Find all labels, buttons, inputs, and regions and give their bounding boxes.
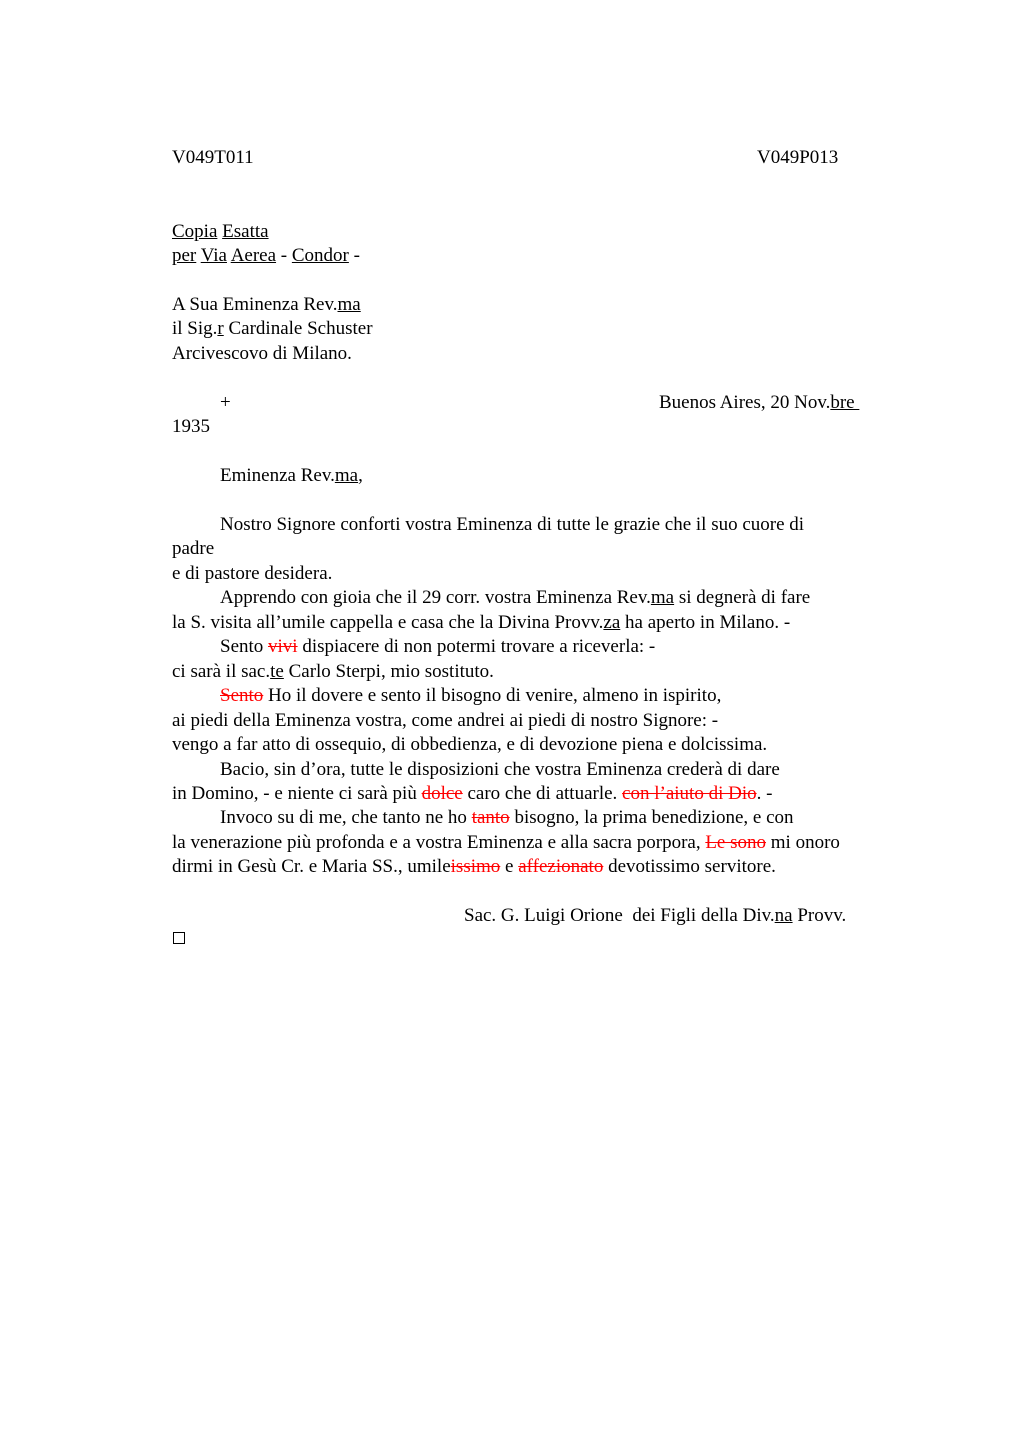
document-code-right: V049P013 [757, 147, 839, 168]
deleted-word: affezionato [518, 856, 604, 877]
deleted-phrase: con l’aiuto di Dio [622, 783, 757, 804]
deleted-word: vivi [268, 636, 298, 657]
body-line: ci sarà il sac.te Carlo Sterpi, mio sostituto. [172, 661, 494, 682]
copy-word: Copia [172, 221, 218, 242]
body-line: la S. visita all’umile cappella e casa che la Divina Provv.za ha aperto in Milano. - [172, 612, 791, 633]
addressee-line-3: Arcivescovo di Milano. [172, 343, 352, 364]
body-line: la venerazione più profonda e a vostra Eminenza e alla sacra porpora, Le sono mi onoro [172, 832, 840, 853]
body-line: dirmi in Gesù Cr. e Maria SS., umileissimo e affezionato devotissimo servitore. [172, 856, 776, 877]
deleted-suffix: issimo [450, 856, 501, 877]
body-line: vengo a far atto di ossequio, di obbedienza, e di devozione piena e dolcissima. [172, 734, 768, 755]
copy-note-line-1 [172, 220, 269, 244]
dateline-place-date: Buenos Aires, 20 Nov.bre [659, 392, 860, 413]
aerea-word: Aerea [230, 245, 277, 266]
deleted-word: tanto [471, 807, 510, 828]
body-line: Apprendo con gioia che il 29 corr. vostra Eminenza Rev.ma si degnerà di fare [220, 587, 811, 608]
body-line: Bacio, sin d’ora, tutte le disposizioni che vostra Eminenza crederà di dare [220, 759, 780, 780]
addressee-line-1: A Sua Eminenza Rev.ma [172, 294, 361, 315]
body-line: in Domino, - e niente ci sarà più dolce caro che di attuarle. con l’aiuto di Dio. - [172, 783, 773, 804]
per-word: per [172, 245, 197, 266]
addressee-line-2: il Sig.r Cardinale Schuster [172, 318, 373, 339]
body-line: Sento vivi dispiacere di non potermi trovare a riceverla: - [220, 636, 656, 657]
body-line: padre [172, 538, 215, 559]
dateline-year: 1935 [172, 416, 210, 437]
copy-note-line-2: per Via Aerea - Condor - [172, 245, 360, 266]
body-line: Nostro Signore conforti vostra Eminenza di tutte le grazie che il suo cuore di [220, 514, 805, 535]
salutation: Eminenza Rev.ma, [220, 465, 363, 486]
deleted-word: dolce [421, 783, 463, 804]
body-line: ai piedi della Eminenza vostra, come andrei ai piedi di nostro Signore: - [172, 710, 719, 731]
end-box-icon [173, 932, 185, 944]
cross-symbol: + [220, 392, 231, 413]
body-line: Invoco su di me, che tanto ne ho tanto bisogno, la prima benedizione, e con [220, 807, 794, 828]
signature: Sac. G. Luigi Orione dei Figli della Div.na Provv. [464, 905, 847, 926]
deleted-phrase: Le sono [705, 832, 767, 853]
condor-word: Condor [291, 245, 349, 266]
body-line: Sento Ho il dovere e sento il bisogno di venire, almeno in ispirito, [220, 685, 722, 706]
exact-word: Esatta [222, 221, 269, 242]
via-word: Via [200, 245, 227, 266]
body-line: e di pastore desidera. [172, 563, 333, 584]
deleted-word: Sento [220, 685, 264, 706]
document-code-left: V049T011 [172, 147, 254, 168]
